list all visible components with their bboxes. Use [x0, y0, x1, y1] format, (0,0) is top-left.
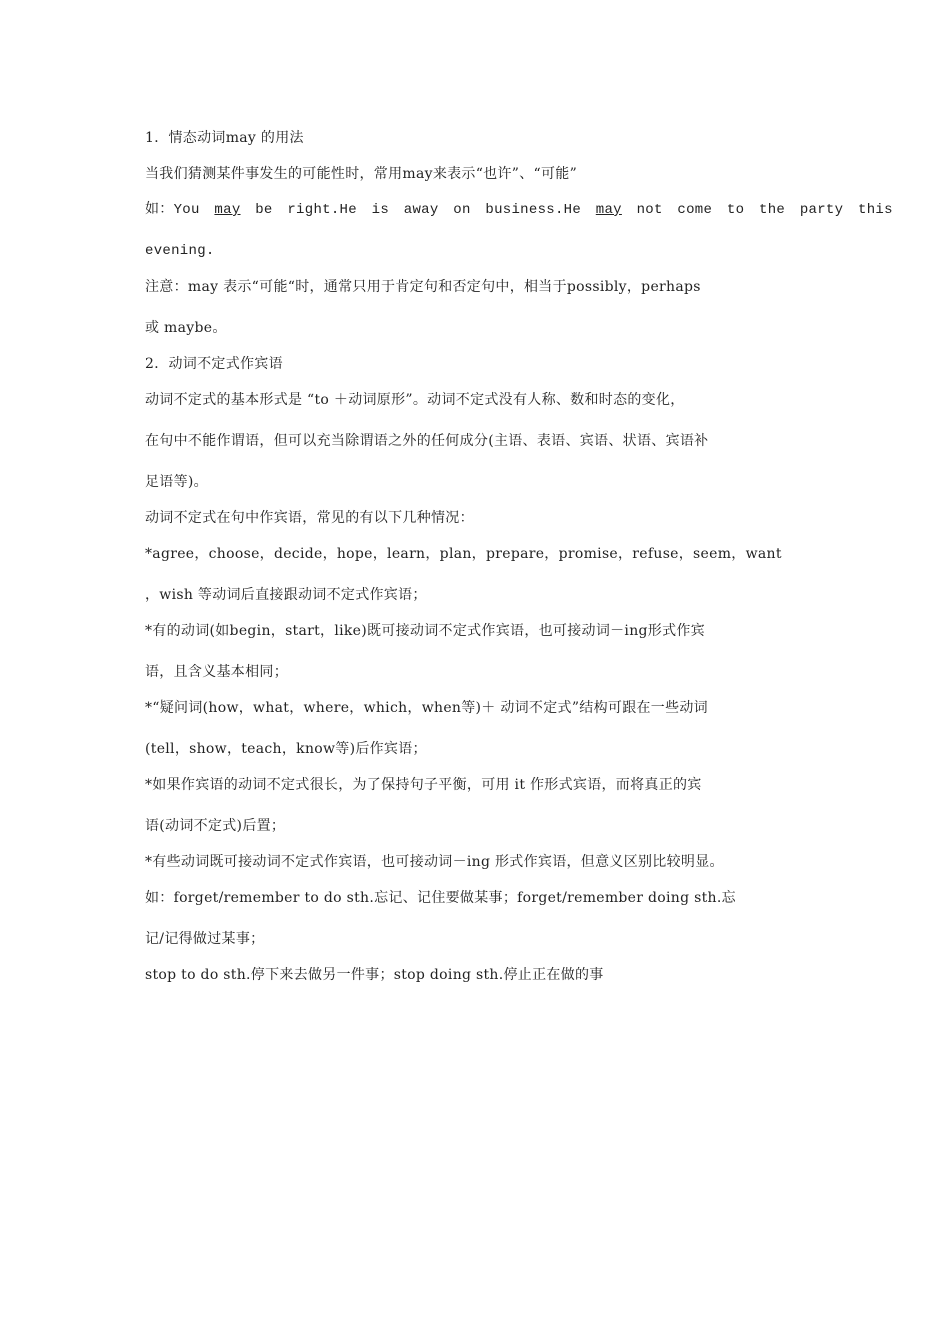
bullet-3-line-2: (tell，show，teach，know等)后作宾语； [145, 741, 427, 757]
may-underlined-1: may [214, 202, 241, 218]
example-part-1: You [173, 202, 215, 218]
example-2-line-2: 记/记得做过某事； [145, 931, 265, 947]
example-3-line: stop to do sth.停下来去做另一件事；stop doing sth.停止正在做的事 [145, 967, 604, 983]
bullet-4-line-1: *如果作宾语的动词不定式很长，为了保持句子平衡，可用 it 作形式宾语，而将真正的宾 [145, 777, 702, 793]
example-part-3: not come to the party this [621, 202, 893, 218]
example-continuation: evening. [145, 243, 215, 259]
intro-line-3: 足语等)。 [145, 474, 208, 490]
bullet-1-line-2: ，wish 等动词后直接跟动词不定式作宾语； [145, 587, 427, 603]
intro-line-1: 动词不定式的基本形式是 “to ＋动词原形”。动词不定式没有人称、数和时态的变化， [145, 392, 685, 408]
section-1-heading: 1．情态动词may 的用法 [145, 130, 304, 146]
example-prefix: 如： [145, 202, 174, 218]
bullet-3-line-1: *“疑问词(how，what，where，which，when等)＋ 动词不定式”结构可跟在一些动词 [145, 700, 708, 716]
intro-line-2: 在句中不能作谓语，但可以充当除谓语之外的任何成分(主语、表语、宾语、状语、宾语补 [145, 433, 709, 449]
note-line-2: 或 maybe。 [145, 320, 227, 336]
example-2-line-1: 如：forget/remember to do sth.忘记、记住要做某事；forget/remember doing sth.忘 [145, 890, 736, 906]
bullet-1-line-1: *agree，choose，decide，hope，learn，plan，prepare，promise，refuse，seem，want [145, 546, 782, 562]
bullet-2-line-2: 语，且含义基本相同； [145, 664, 288, 680]
bullet-5-line: *有些动词既可接动词不定式作宾语，也可接动词－ing 形式作宾语，但意义区别比较明显。 [145, 854, 724, 870]
bullet-4-line-2: 语(动词不定式)后置； [145, 818, 286, 834]
example-part-2: be right.He is away on business.He [240, 202, 596, 218]
may-underlined-2: may [595, 202, 622, 218]
section-2-heading: 2．动词不定式作宾语 [145, 356, 283, 372]
note-line-1: 注意：may 表示“可能“时，通常只用于肯定句和否定句中，相当于possibly，perhaps [145, 279, 701, 295]
intro-line-4: 动词不定式在句中作宾语，常见的有以下几种情况： [145, 510, 474, 526]
bullet-2-line-1: *有的动词(如begin，start，like)既可接动词不定式作宾语，也可接动词－ing形式作宾 [145, 623, 705, 639]
example-line [145, 200, 893, 220]
section-1-line: 当我们猜测某件事发生的可能性时，常用may来表示“也许”、“可能” [145, 166, 578, 182]
